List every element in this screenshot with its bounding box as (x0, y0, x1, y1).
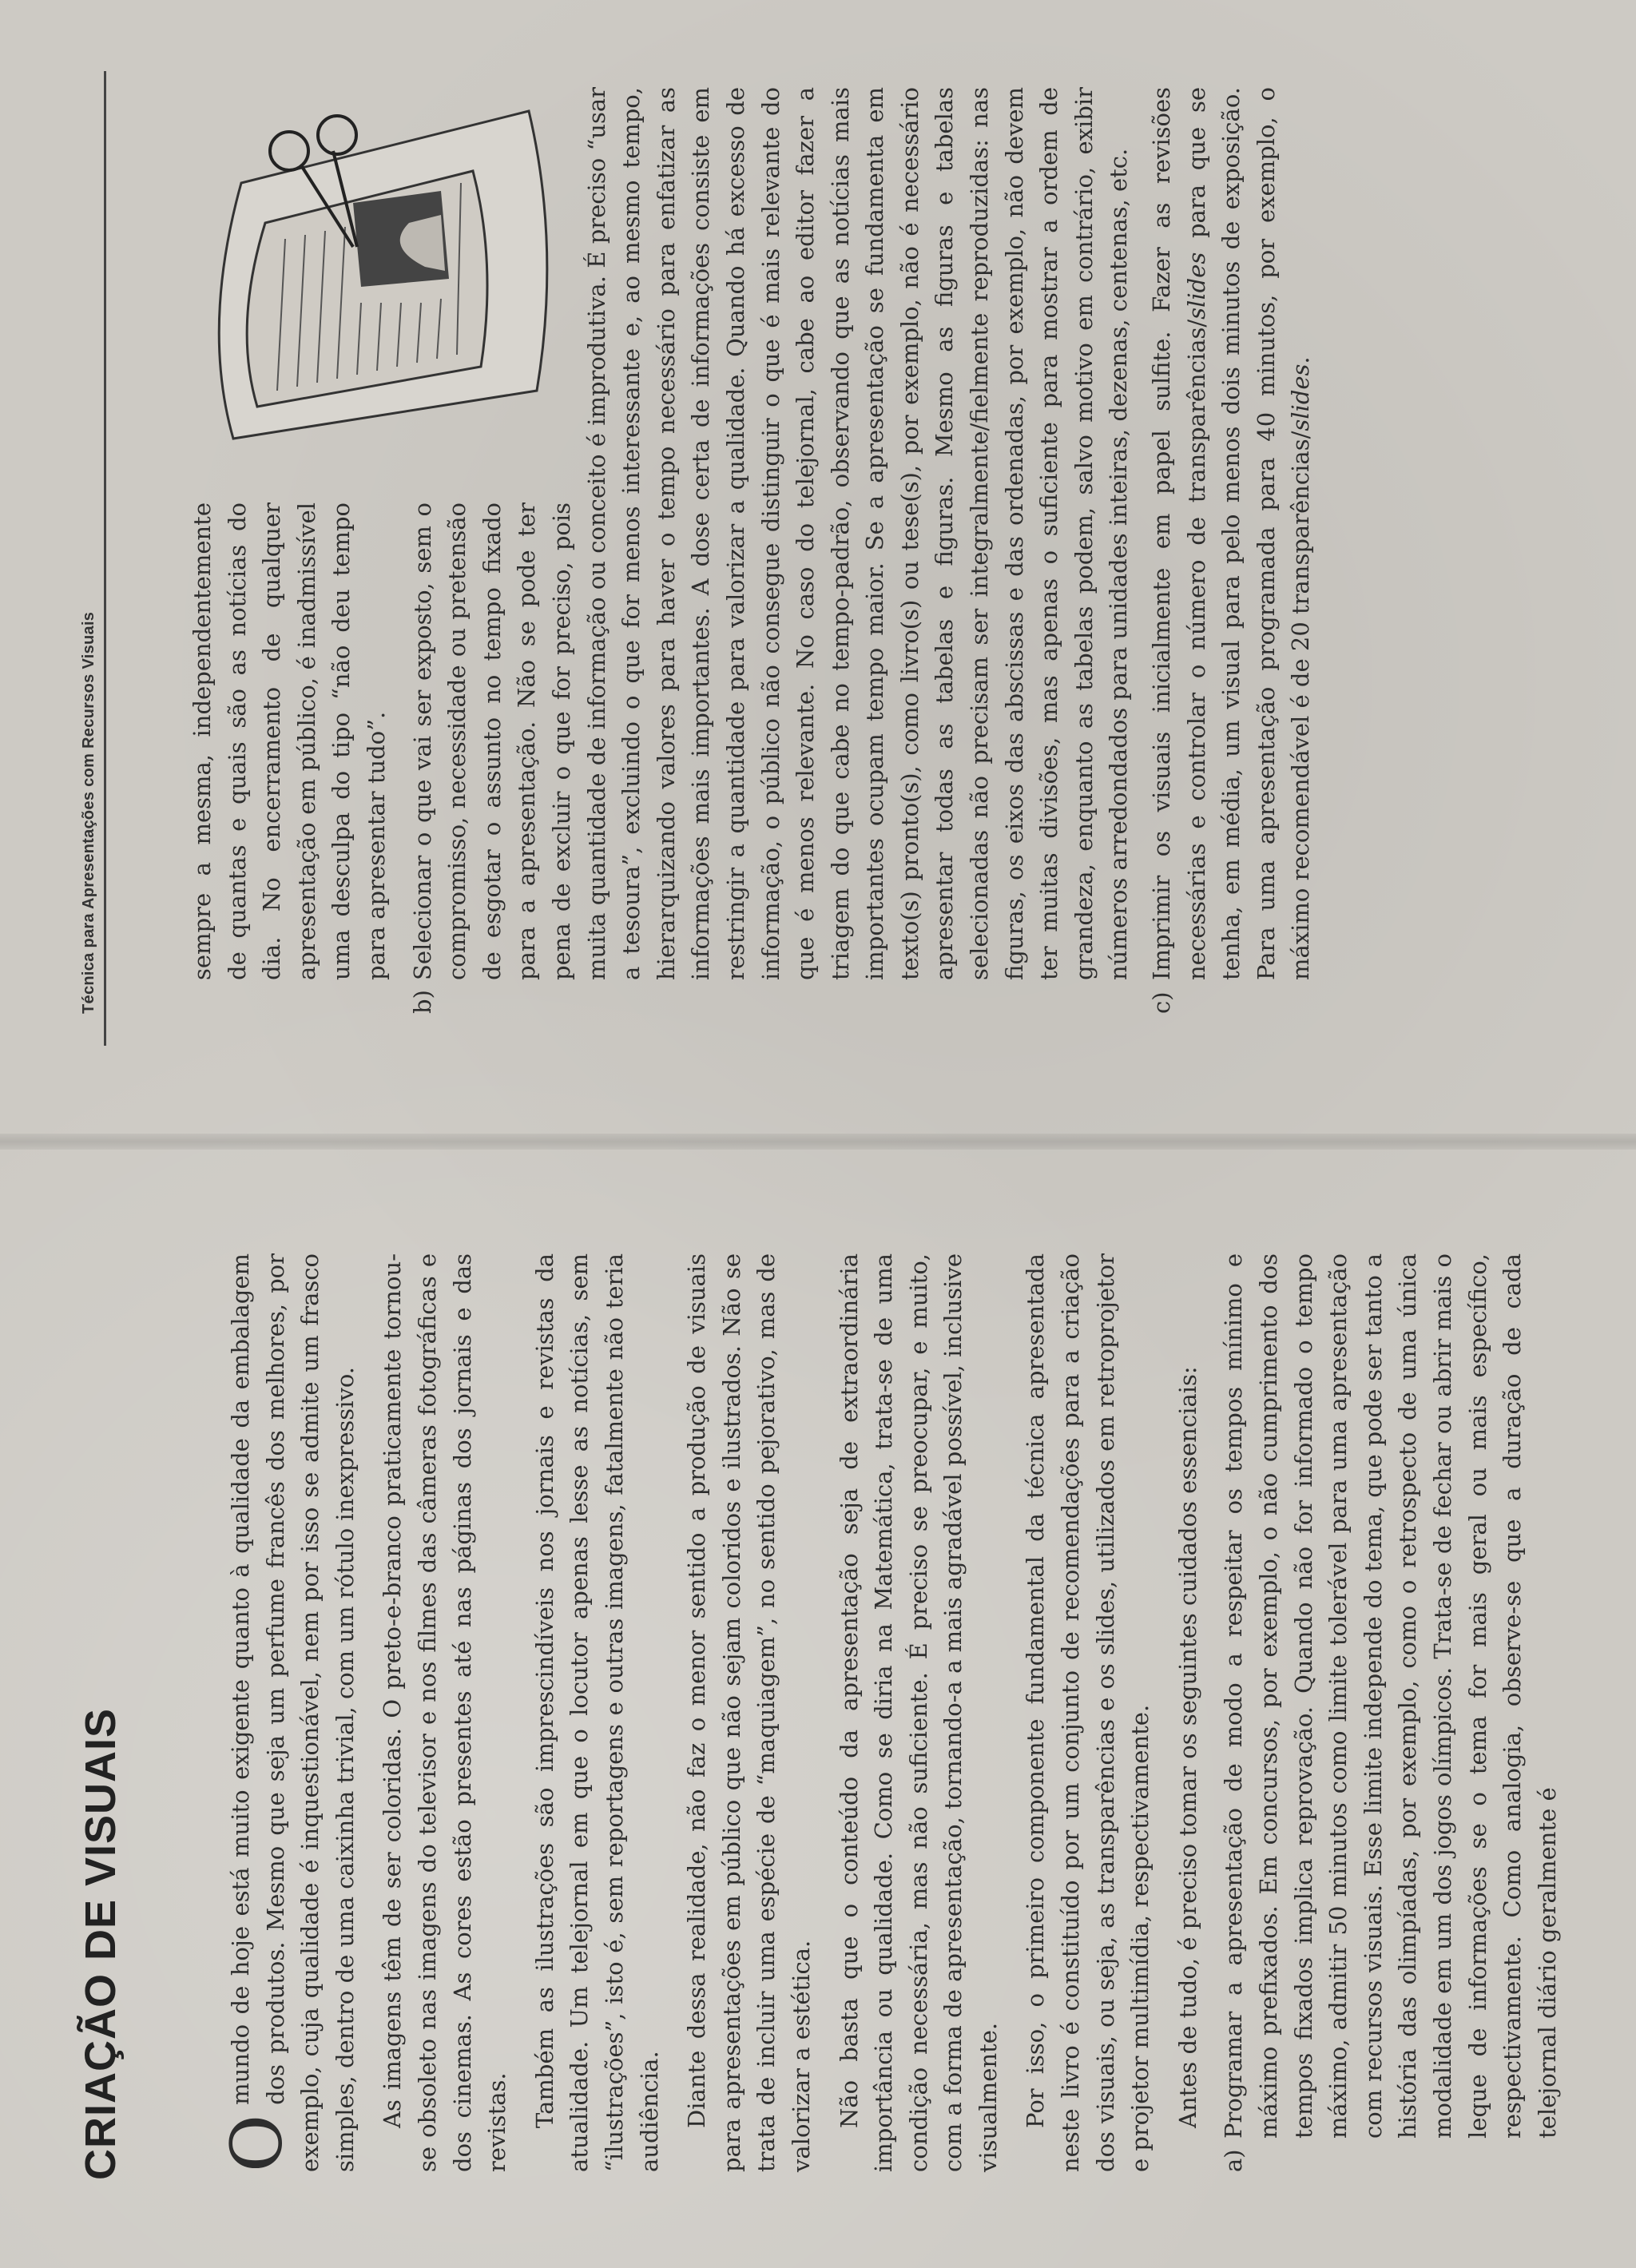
running-header: Técnica para Apresentações com Recursos Visuais (80, 611, 97, 1014)
list-label: a) (1220, 2149, 1248, 2172)
list-text-italic: slides (1182, 252, 1210, 320)
paragraph-intro (216, 1253, 363, 2172)
list-label: c) (1148, 991, 1176, 1014)
paragraph-lead-in: Antes de tudo, é preciso tomar os seguintes cuidados essenciais: (1173, 1366, 1201, 2128)
paragraph-text: mundo de hoje está muito exigente quanto à qualidade da embalagem dos produtos. Mesmo que seja um perfume francês dos melhores, por exemplo, cuja qualidade é inquestionável, nem por isso se admite um frasco simples, dentro de uma caixinha trivial, com um rótulo inexpressivo. (227, 1253, 359, 2172)
paragraph: Não basta que o conteúdo da apresentação seja de extraordinária importância ou qualidade. Como se diria na Matemática, trata-se de uma condição necessária, mas não suficiente. É preciso se preocupar, e muito, com a forma de apresentação, tornando-a a mais agradável possível, inclusive visualmente. (835, 1253, 1002, 2172)
drop-cap: O (216, 2114, 298, 2172)
paragraph: As imagens têm de ser coloridas. O preto-e-branco praticamente tornou-se obsoleto nas imagens do televisor e nos filmes das câmeras fotográficas e dos cinemas. As cores estão presentes até nas páginas dos jornais e das revistas. (379, 1253, 511, 2172)
list-text-part: . (1287, 356, 1315, 364)
list-text: Programar a apresentação de modo a respeitar os tempos mínimo e máximo prefixados. Em concursos, por exemplo, o não cumprimento dos tempos fixados implica reprovação. Quando não for informado o tempo máximo, admitir 50 minutos como limite tolerável para uma apresentação com recursos visuais. Esse limite independe do tema, que pode ser tanto a história das olimpíadas, por exemplo, como o retrospecto de uma única modalidade em um dos jogos olímpicos. Trata-se de fechar ou abrir mais o leque de informações se o tema for mais geral ou mais específico, respectivamente. Como analogia, observe-se que a duração de cada telejornal diário geralmente é (1220, 1253, 1561, 2139)
right-text-column (185, 87, 1327, 1014)
paragraph: Diante dessa realidade, não faz o menor sentido a produção de visuais para apresentações em público que não sejam coloridos e ilustrados. Não se trata de incluir uma espécie de “maquiagem”, no sentido pejorativo, mas de valorizar a estética. (683, 1253, 815, 2172)
left-text-column (216, 1253, 1573, 2172)
chapter-title: CRIAÇÃO DE VISUAIS (77, 1707, 125, 2180)
list-text: Selecionar o que vai ser exposto, sem o compromisso, necessidade ou pretensão de esgotar o assunto no tempo fixado para a apresentação. Não se pode ter pena de excluir o que for preciso, pois muita quantidade de informação ou conceito é improdutiva. É preciso “usar a tesoura”, excluindo o que for menos interessante e, ao mesmo tempo, hierarquizando valores para haver o tempo necessário para enfatizar as informações mais importantes. A dose certa de informações consiste em restringir a quantidade para valorizar a qualidade. Quando há excesso de informação, o público não consegue distinguir o que é mais relevante do que é menos relevante. No caso do telejornal, cabe ao editor fazer a triagem do que cabe no tempo-padrão, observando que as notícias mais importantes ocupam tempo maior. Se a apresentação se fundamenta em texto(s) pronto(s), como livro(s) ou tese(s), por exemplo, não é necessário apresentar todas as tabelas e figuras. Mesmo as figuras e tabelas selecionadas não precisam ser integralmente/fielmente reproduzidas: nas figuras, os eixos das abscissas e das ordenadas, por exemplo, não devem ter muitas divisões, mas apenas o suficiente para mostrar a ordem de grandeza, enquanto as tabelas podem, salvo motivo em contrário, exibir números arredondados para unidades inteiras, dezenas, centenas, etc. (408, 87, 1133, 980)
list-item-c (1145, 87, 1319, 1014)
header-rule (104, 71, 106, 1046)
list-text-part: Imprimir os visuais inicialmente em papel sulfite. Fazer as revisões necessárias e controlar o número de transparências/ (1148, 87, 1210, 980)
list-item-b (406, 87, 1137, 1014)
list-label: b) (408, 990, 436, 1014)
left-page (0, 1150, 1636, 2268)
paragraph: Também as ilustrações são imprescindíveis nos jornais e revistas da atualidade. Um telejornal em que o locutor apenas lesse as notícias, sem “ilustrações”, isto é, sem reportagens e outras imagens, fatalmente não teria audiência. (530, 1253, 663, 2172)
list-text-italic: slides (1287, 363, 1315, 431)
book-gutter (0, 1134, 1636, 1150)
essential-care-list (1217, 1253, 1565, 2172)
paragraph: Por isso, o primeiro componente fundamental da técnica apresentada neste livro é constituído por um conjunto de recomendações para a criação dos visuais, ou seja, as transparências e os slides, utilizados em retroprojetor e projetor multimídia, respectivamente. (1022, 1253, 1154, 2172)
list-item-a (1217, 1253, 1565, 2172)
essential-care-list-continued (406, 87, 1319, 1014)
list-a-continuation: sempre a mesma, independentemente de quantas e quais são as notícias do dia. No encerramento de qualquer apresentação em público, é inadmissível uma desculpa do tipo “não deu tempo para apresentar tudo”. (189, 502, 390, 980)
list-text-part: para que se tenha, em média, um visual para pelo menos dois minutos de exposição. Para uma apresentação programada para 40 minutos, por exemplo, o máximo recomendável é de 20 transparências/ (1182, 86, 1315, 980)
